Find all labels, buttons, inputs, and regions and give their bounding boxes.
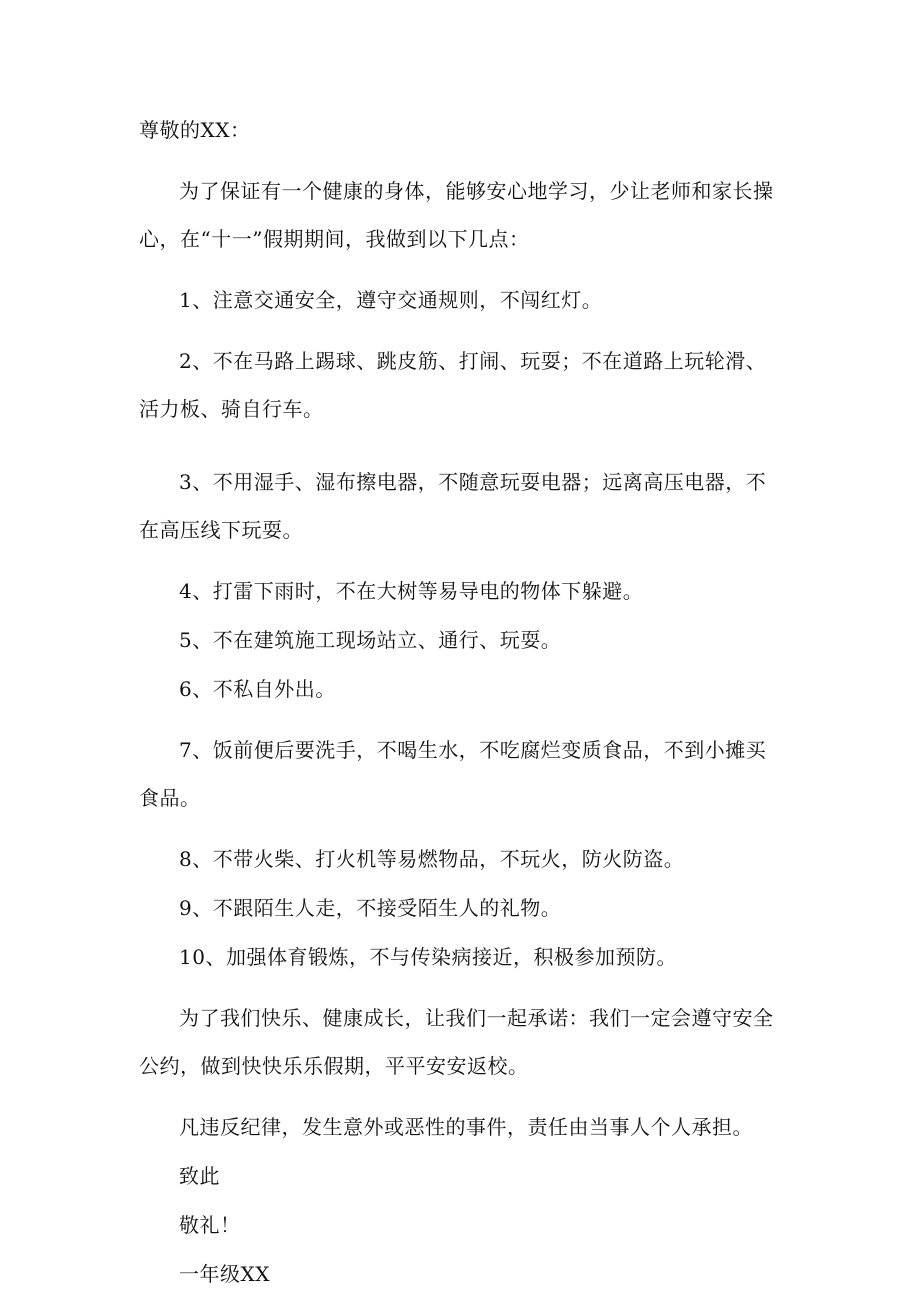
rule-item-1: 1、注意交通安全，遵守交通规则，不闯红灯。 xyxy=(179,288,603,312)
rule-item-5: 5、不在建筑施工现场站立、通行、玩耍。 xyxy=(179,628,562,652)
rule-item-8: 8、不带火柴、打火机等易燃物品，不玩火，防火防盗。 xyxy=(179,847,685,871)
rule-item-10: 10、加强体育锻炼，不与传染病接近，积极参加预防。 xyxy=(179,945,677,969)
closing-line-2: 敬礼！ xyxy=(179,1213,241,1237)
signature: 一年级XX xyxy=(179,1262,270,1286)
liability-paragraph: 凡违反纪律，发生意外或恶性的事件，责任由当事人个人承担。 xyxy=(179,1115,753,1139)
rule-item-3: 3、不用湿手、湿布擦电器，不随意玩耍电器；远离高压电器，不在高压线下玩耍。 xyxy=(139,470,767,542)
rule-item-4: 4、打雷下雨时，不在大树等易导电的物体下躲避。 xyxy=(179,579,644,603)
letter-body xyxy=(139,118,779,1311)
closing-line-1: 致此 xyxy=(179,1164,220,1188)
rule-item-9: 9、不跟陌生人走，不接受陌生人的礼物。 xyxy=(179,896,562,920)
rule-item-7: 7、饭前便后要洗手，不喝生水，不吃腐烂变质食品，不到小摊买食品。 xyxy=(139,738,767,810)
intro-paragraph: 为了保证有一个健康的身体，能够安心地学习，少让老师和家长操心，在“十一”假期期间，我做到以下几点： xyxy=(139,179,774,251)
salutation: 尊敬的XX： xyxy=(139,118,251,142)
rule-item-6: 6、不私自外出。 xyxy=(179,677,336,701)
pledge-paragraph: 为了我们快乐、健康成长，让我们一起承诺：我们一定会遵守安全公约，做到快快乐乐假期，平平安安返校。 xyxy=(139,1006,774,1078)
rule-item-2: 2、不在马路上踢球、跳皮筋、打闹、玩耍；不在道路上玩轮滑、活力板、骑自行车。 xyxy=(139,349,767,421)
